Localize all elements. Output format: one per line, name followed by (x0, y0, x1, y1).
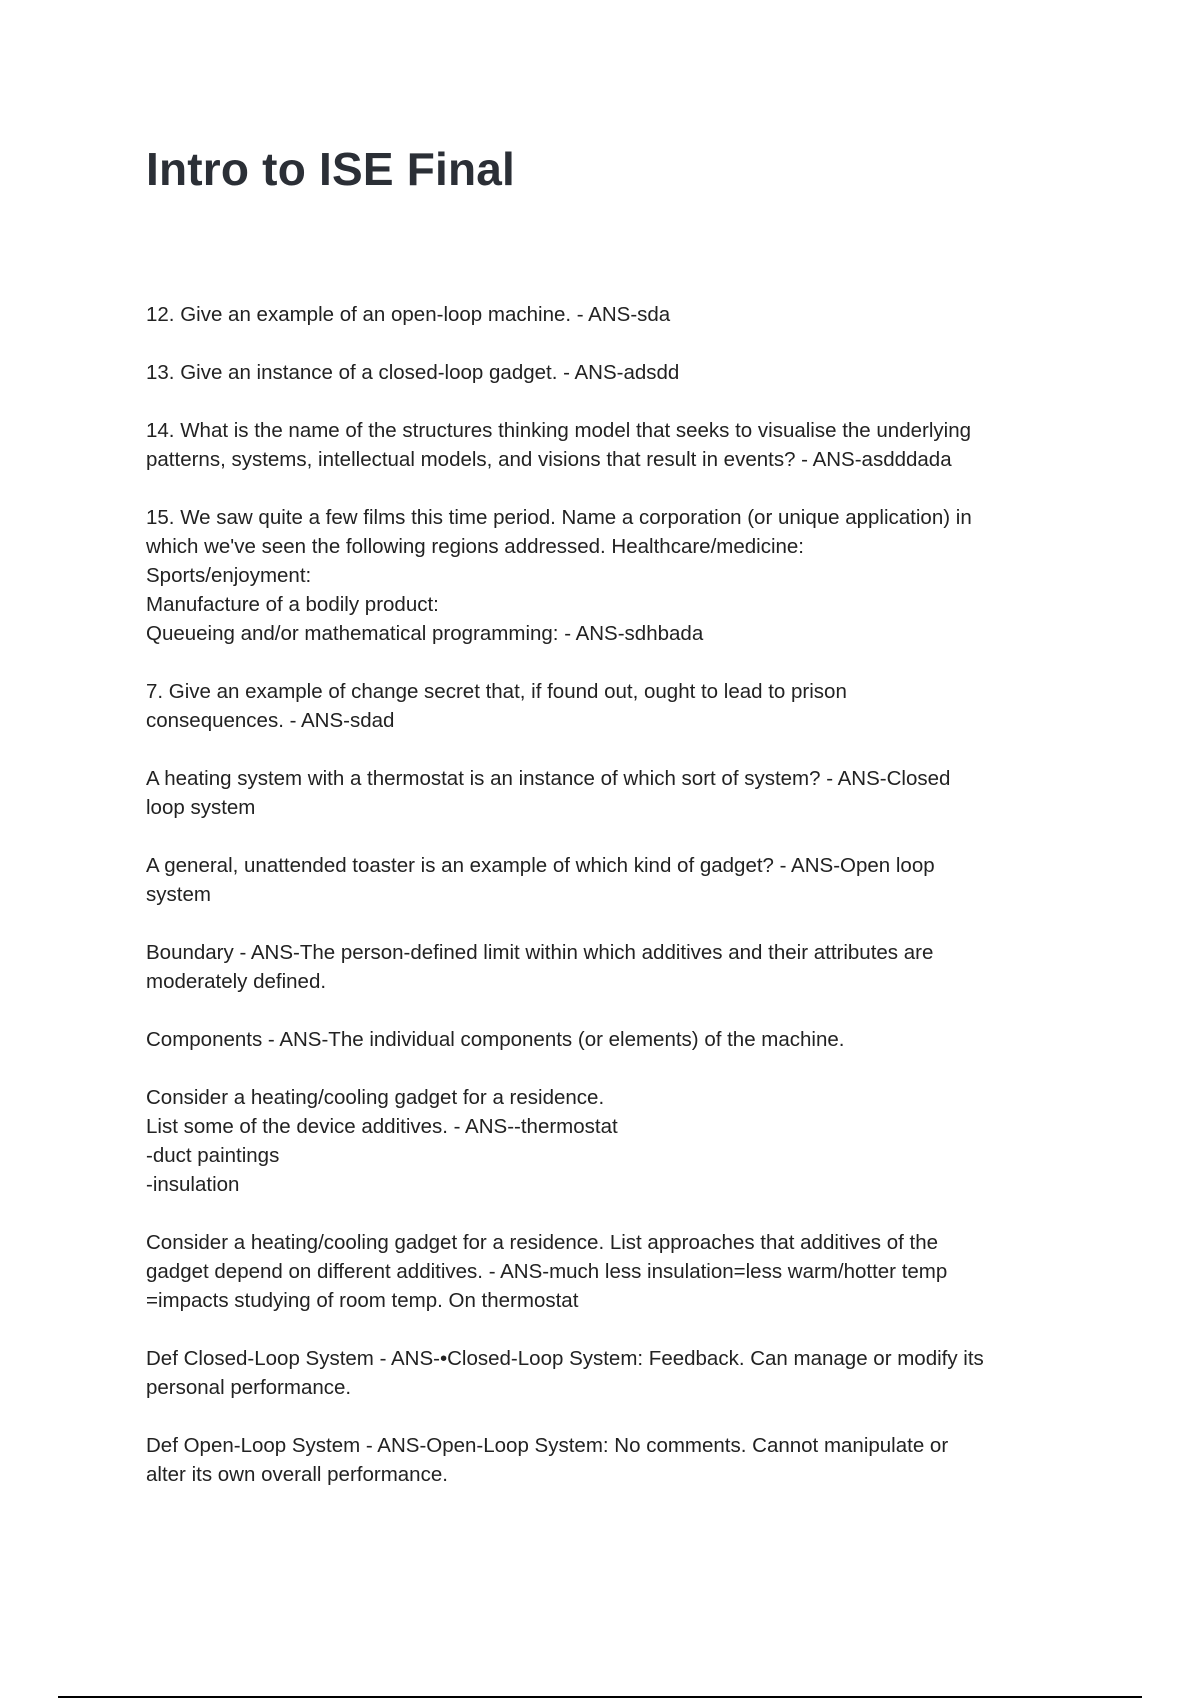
qa-entry-q7: 7. Give an example of change secret that, if found out, ought to lead to prison consequences. - ANS-sdad (146, 680, 847, 732)
page-title: Intro to ISE Final (146, 143, 516, 195)
qa-entry-device-additives: Consider a heating/cooling gadget for a residence. List some of the device additives. - ANS--thermostat -duct paintings -insulation (146, 1086, 618, 1196)
qa-entry-q14: 14. What is the name of the structures thinking model that seeks to visualise the underlying patterns, systems, intellectual models, and visions that result in events? - ANS-asdddada (146, 419, 971, 471)
qa-entry-q15: 15. We saw quite a few films this time period. Name a corporation (or unique application) in which we've seen the following regions addressed. Healthcare/medicine: Sports/enjoyment: Manufacture of a bodily product: Queueing and/or mathematical programming: - ANS-sdhbada (146, 506, 972, 645)
qa-entry-def-closed-loop: Def Closed-Loop System - ANS-•Closed-Loop System: Feedback. Can manage or modify its personal performance. (146, 1347, 984, 1399)
question-answer-list (146, 300, 1066, 1518)
page-bottom-divider (58, 1696, 1142, 1698)
qa-entry-additive-dependencies: Consider a heating/cooling gadget for a residence. List approaches that additives of the gadget depend on different additives. - ANS-much less insulation=less warm/hotter temp =impacts studying of room temp. On thermostat (146, 1231, 948, 1312)
qa-entry-def-open-loop: Def Open-Loop System - ANS-Open-Loop System: No comments. Cannot manipulate or alter its own overall performance. (146, 1434, 949, 1486)
qa-entry-q12: 12. Give an example of an open-loop machine. - ANS-sda (146, 303, 671, 326)
qa-entry-q13: 13. Give an instance of a closed-loop gadget. - ANS-adsdd (146, 361, 680, 384)
qa-entry-toaster: A general, unattended toaster is an example of which kind of gadget? - ANS-Open loop system (146, 854, 935, 906)
qa-entry-boundary: Boundary - ANS-The person-defined limit within which additives and their attributes are moderately defined. (146, 941, 934, 993)
qa-entry-components: Components - ANS-The individual components (or elements) of the machine. (146, 1028, 845, 1051)
qa-entry-thermostat: A heating system with a thermostat is an instance of which sort of system? - ANS-Closed loop system (146, 767, 951, 819)
